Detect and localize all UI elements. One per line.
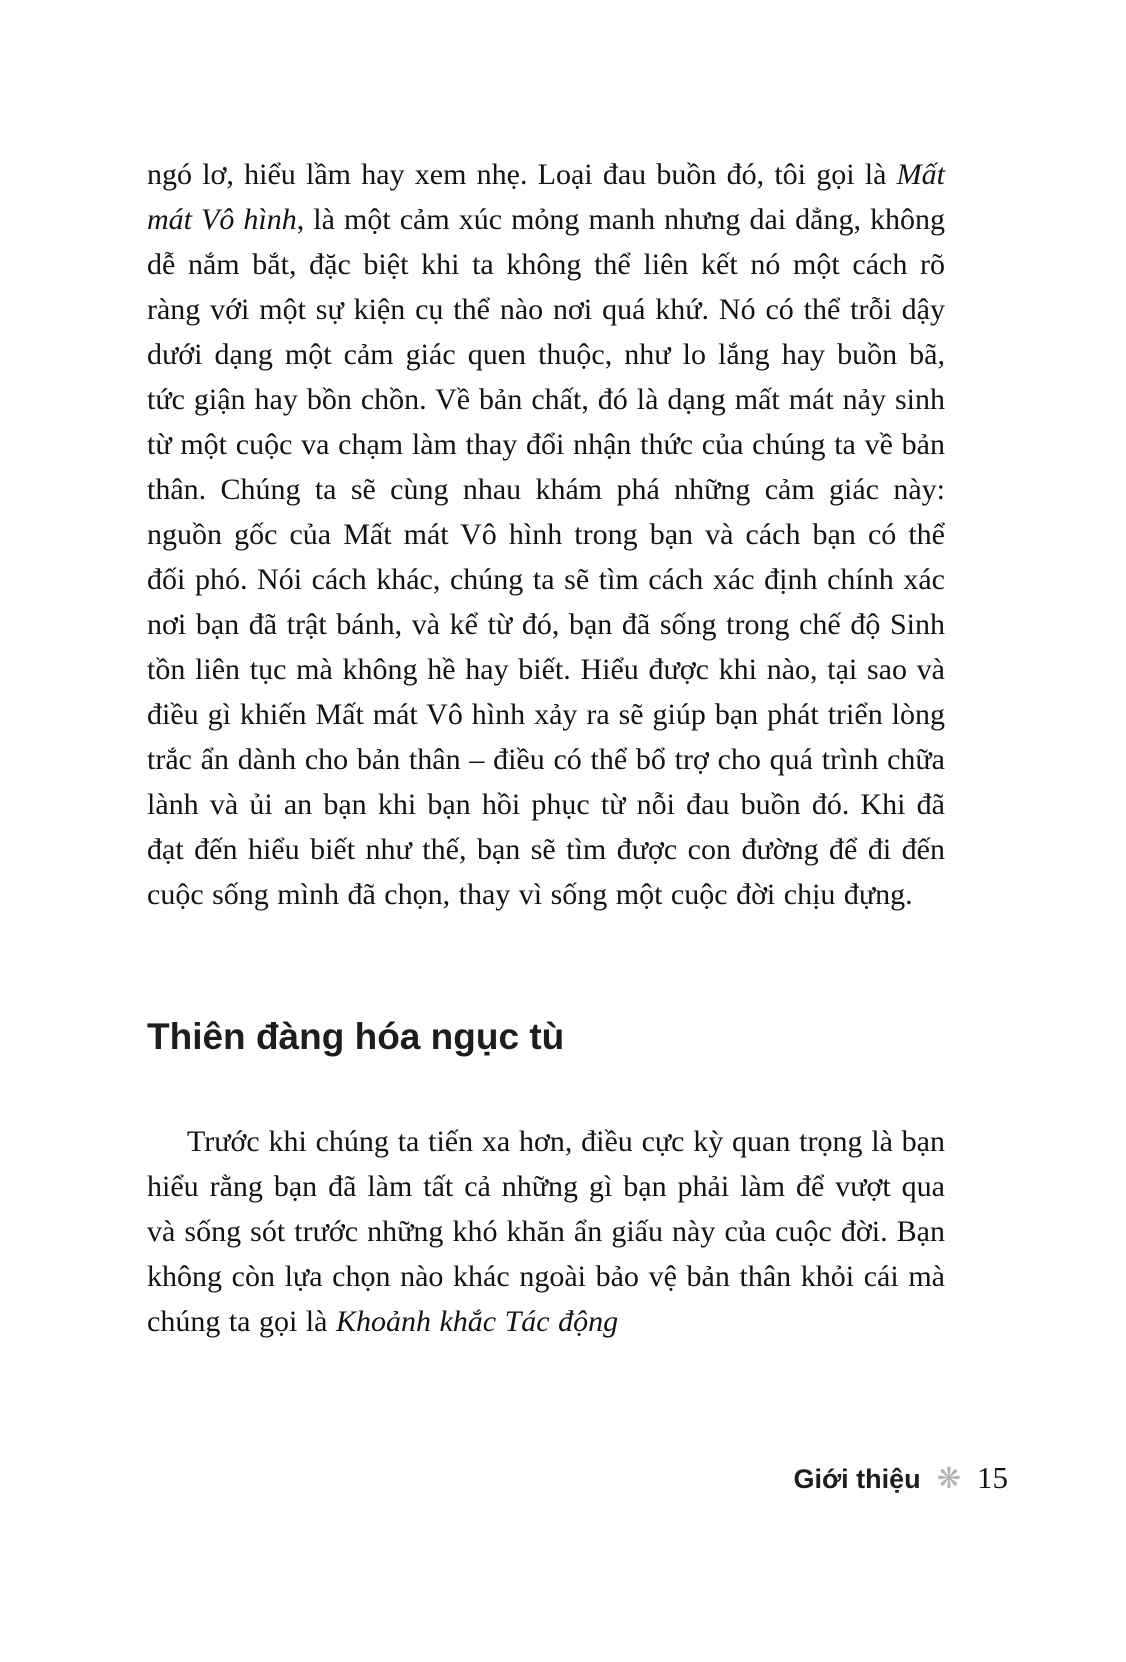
section-heading: Thiên đàng hóa ngục tù (147, 1016, 565, 1057)
page-footer (793, 1460, 1008, 1496)
footer-section-label: Giới thiệu (793, 1464, 921, 1494)
snowflake-ornament-icon: ❋ (936, 1461, 961, 1495)
page-number: 15 (977, 1460, 1008, 1495)
text-column (147, 152, 945, 1344)
paragraph-invisible-loss: ngó lơ, hiểu lầm hay xem nhẹ. Loại đau buồn đó, tôi gọi là Mất mát Vô hình, là một cảm xúc mỏng manh nhưng dai dẳng, không dễ nắm bắt, đặc biệt khi ta không thể liên kết nó một cách rõ ràng với một sự kiện cụ thể nào nơi quá khứ. Nó có thể trỗi dậy dưới dạng một cảm giác quen thuộc, như lo lắng hay buồn bã, tức giận hay bồn chồn. Về bản chất, đó là dạng mất mát nảy sinh từ một cuộc va chạm làm thay đổi nhận thức của chúng ta về bản thân. Chúng ta sẽ cùng nhau khám phá những cảm giác này: nguồn gốc của Mất mát Vô hình trong bạn và cách bạn có thể đối phó. Nói cách khác, chúng ta sẽ tìm cách xác định chính xác nơi bạn đã trật bánh, và kể từ đó, bạn đã sống trong chế độ Sinh tồn liên tục mà không hề hay biết. Hiểu được khi nào, tại sao và điều gì khiến Mất mát Vô hình xảy ra sẽ giúp bạn phát triển lòng trắc ẩn dành cho bản thân – điều có thể bổ trợ cho quá trình chữa lành và ủi an bạn khi bạn hồi phục từ nỗi đau buồn đó. Khi đã đạt đến hiểu biết như thế, bạn sẽ tìm được con đường để đi đến cuộc sống mình đã chọn, thay vì sống một cuộc đời chịu đựng. (147, 158, 945, 911)
paragraph-heaven-prison: Trước khi chúng ta tiến xa hơn, điều cực kỳ quan trọng là bạn hiểu rằng bạn đã làm tất cả những gì bạn phải làm để vượt qua và sống sót trước những khó khăn ẩn giấu này của cuộc đời. Bạn không còn lựa chọn nào khác ngoài bảo vệ bản thân khỏi cái mà chúng ta gọi là Khoảnh khắc Tác động (147, 1125, 945, 1338)
